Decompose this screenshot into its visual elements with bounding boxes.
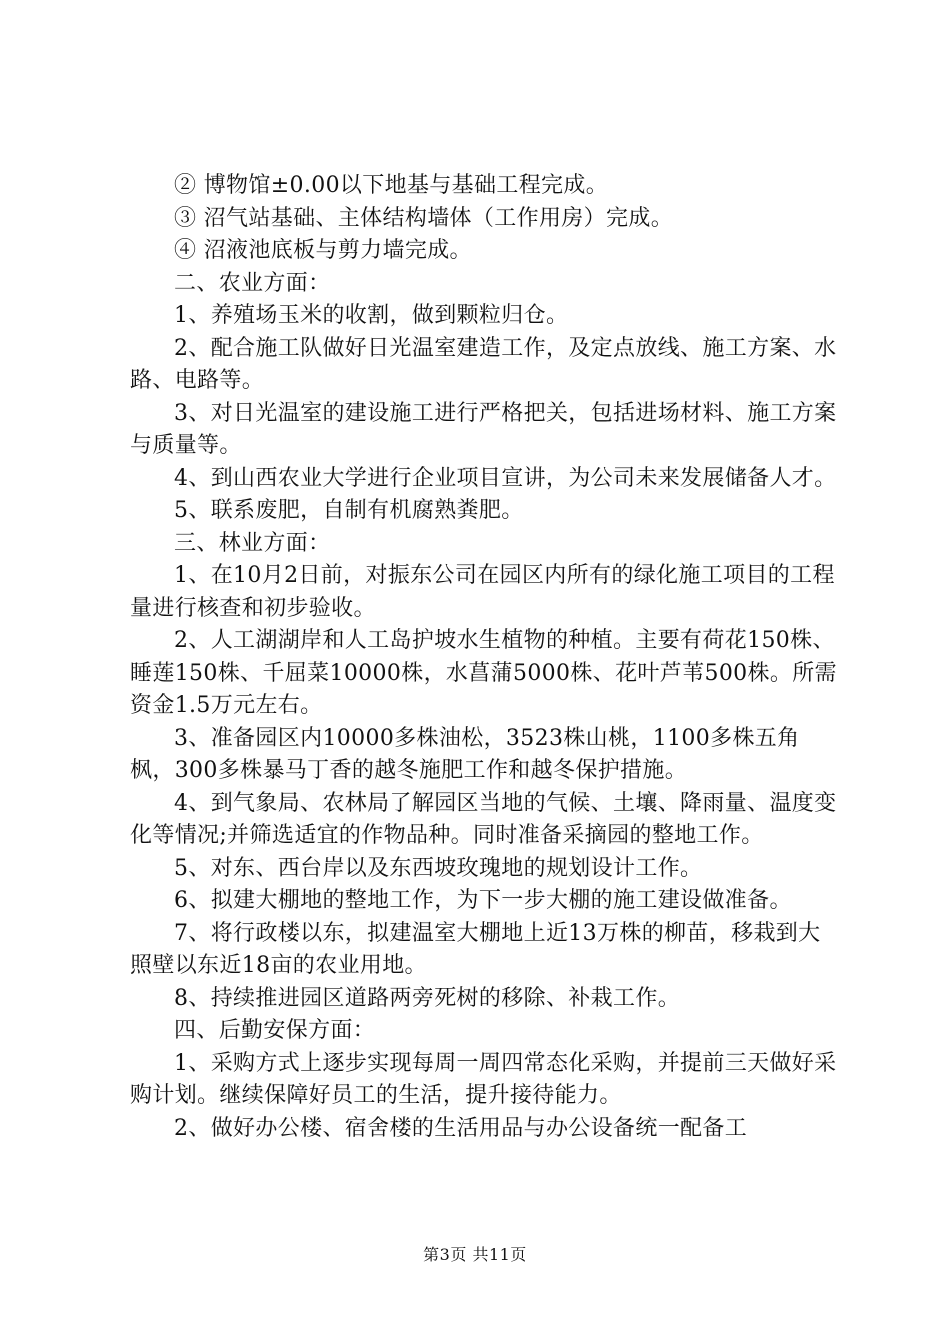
paragraph-agriculture-2: 2、配合施工队做好日光温室建造工作，及定点放线、施工方案、水路、电路等。 (130, 335, 837, 393)
section-heading-forestry: 三、林业方面： (174, 530, 331, 556)
paragraph-forestry-5: 5、对东、西台岸以及东西坡玫瑰地的规划设计工作。 (174, 855, 703, 881)
paragraph-agriculture-5: 5、联系废肥，自制有机腐熟粪肥。 (174, 498, 524, 523)
paragraph-logistics-2: 2、做好办公楼、宿舍楼的生活用品与办公设备统一配备工 (174, 1115, 748, 1141)
paragraph-item-2: ② 博物馆±0.00以下地基与基础工程完成。 (174, 173, 609, 198)
paragraph-agriculture-4: 4、到山西农业大学进行企业项目宣讲，为公司未来发展储备人才。 (174, 465, 837, 491)
paragraph-forestry-1: 1、在10月2日前，对振东公司在园区内所有的绿化施工项目的工程量进行核查和初步验收。 (130, 563, 835, 621)
page-number-footer: 第3页 共11页 (423, 1245, 527, 1264)
section-heading-logistics: 四、后勤安保方面： (174, 1018, 376, 1043)
paragraph-agriculture-3: 3、对日光温室的建设施工进行严格把关，包括进场材料、施工方案与质量等。 (130, 400, 837, 458)
document-body (130, 170, 840, 1145)
paragraph-logistics-1: 1、采购方式上逐步实现每周一周四常态化采购，并提前三天做好采购计划。继续保障好员工的生活，提升接待能力。 (130, 1050, 837, 1108)
paragraph-forestry-7: 7、将行政楼以东，拟建温室大棚地上近13万株的柳苗，移栽到大照壁以东近18亩的农业用地。 (130, 920, 821, 978)
paragraph-agriculture-1: 1、养殖场玉米的收割，做到颗粒归仓。 (174, 303, 569, 328)
section-heading-agriculture: 二、农业方面： (174, 270, 331, 296)
paragraph-forestry-2: 2、人工湖湖岸和人工岛护坡水生植物的种植。主要有荷花150株、睡莲150株、千屈菜10000株，水菖蒲5000株、花叶芦苇500株。所需资金1.5万元左右。 (130, 628, 837, 718)
paragraph-forestry-3: 3、准备园区内10000多株油松，3523株山桃，1100多株五角枫，300多株暴马丁香的越冬施肥工作和越冬保护措施。 (130, 725, 800, 783)
paragraph-item-3: ③ 沼气站基础、主体结构墙体（工作用房）完成。 (174, 205, 674, 231)
paragraph-forestry-8: 8、持续推进园区道路两旁死树的移除、补栽工作。 (174, 985, 681, 1011)
paragraph-forestry-6: 6、拟建大棚地的整地工作，为下一步大棚的施工建设做准备。 (174, 888, 792, 913)
paragraph-forestry-4: 4、到气象局、农林局了解园区当地的气候、土壤、降雨量、温度变化等情况;并筛选适宜的作物品种。同时准备采摘园的整地工作。 (130, 790, 837, 848)
paragraph-item-4: ④ 沼液池底板与剪力墙完成。 (174, 238, 472, 263)
